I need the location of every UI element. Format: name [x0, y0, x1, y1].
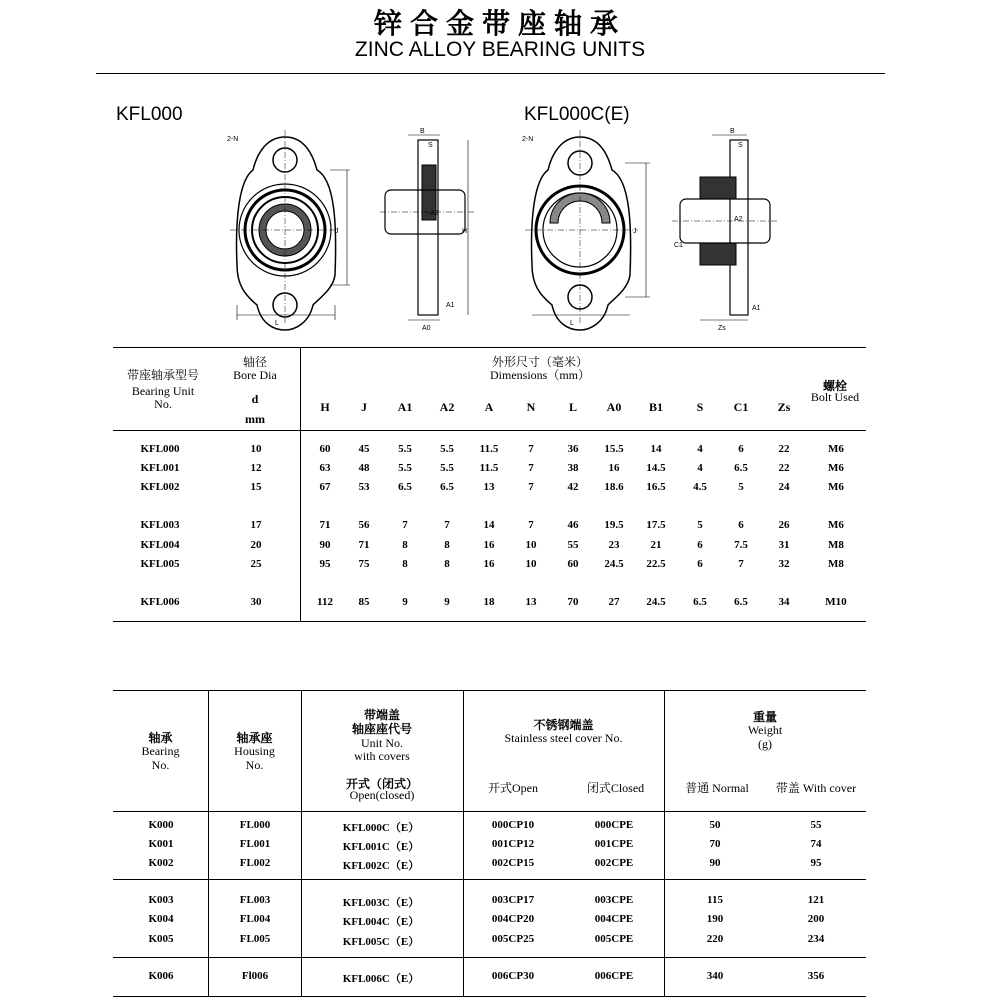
t1-value-cell: 53	[358, 481, 370, 493]
t2-value-cell: 006CPE	[594, 970, 634, 982]
t1-dim-header: A0	[606, 400, 622, 414]
t2-value-cell: 003CPE	[594, 894, 634, 906]
t1-value-cell: 34	[778, 596, 790, 608]
t1-value-cell: 48	[358, 462, 370, 474]
t1-value-cell: 14.5	[646, 462, 666, 474]
dimension-a1-label: A1	[446, 302, 455, 309]
t1-dim-header: A2	[439, 400, 455, 414]
t1-value-cell: M6	[828, 519, 844, 531]
table2-header-rule	[113, 811, 866, 812]
t1-unit-no-cell: KFL005	[140, 558, 180, 570]
t1-value-cell: 6	[738, 443, 744, 455]
table1-bottom-rule	[113, 621, 866, 622]
t1-value-cell: 30	[250, 596, 262, 608]
t1-dim-header: A	[484, 400, 494, 414]
t2-value-cell: 001CP12	[491, 838, 535, 850]
t1-value-cell: 24	[778, 481, 790, 493]
t2-value-cell: KFL005C（E）	[342, 936, 420, 948]
t1-value-cell: 55	[567, 539, 579, 551]
t1-bore-header-cn: 轴径	[242, 355, 267, 369]
t2-value-cell: 90	[709, 857, 721, 869]
t2-housing-header-en1: Housing	[234, 744, 275, 758]
t1-dim-header: L	[568, 400, 577, 414]
t1-value-cell: M10	[825, 596, 847, 608]
t1-dim-header: C1	[733, 400, 749, 414]
t2-weight-normal-header: 普通 Normal	[685, 781, 749, 795]
t1-value-cell: 15.5	[604, 443, 624, 455]
t1-value-cell: 24.5	[646, 596, 666, 608]
t2-weight-header-en: Weight	[747, 723, 783, 737]
dimension-l-label-right: L	[570, 320, 574, 327]
t2-value-cell: KFL003C（E）	[342, 897, 420, 909]
kfl000ce-side-view-drawing	[672, 125, 782, 340]
t1-value-cell: 95	[319, 558, 331, 570]
t1-value-cell: 27	[608, 596, 620, 608]
t2-bearing-header-en1: Bearing	[141, 744, 180, 758]
bolt-label: 2-N	[227, 136, 239, 143]
t2-value-cell: 340	[706, 970, 724, 982]
t1-value-cell: 20	[250, 539, 262, 551]
t1-value-cell: 15	[250, 481, 262, 493]
t2-value-cell: Fl006	[241, 970, 269, 982]
t1-unit-no-cell: KFL002	[140, 481, 180, 493]
table1-header-rule	[113, 430, 866, 431]
t1-unit-no-cell: KFL000	[140, 443, 180, 455]
t1-value-cell: 21	[650, 539, 662, 551]
t1-value-cell: 22	[778, 462, 790, 474]
t1-value-cell: 7.5	[734, 539, 748, 551]
dimension-zs-label: Zs	[718, 325, 726, 332]
table2-bottom-rule	[113, 996, 866, 997]
t2-value-cell: 004CPE	[594, 913, 634, 925]
t1-value-cell: 17.5	[646, 519, 666, 531]
t1-value-cell: 5	[738, 481, 744, 493]
t1-value-cell: 16	[608, 462, 620, 474]
page-title-english: ZINC ALLOY BEARING UNITS	[354, 38, 646, 61]
t2-value-cell: 000CP10	[491, 819, 535, 831]
t1-value-cell: 8	[402, 539, 408, 551]
t1-value-cell: 13	[483, 481, 495, 493]
t2-housing-header-cn: 轴承座	[236, 731, 273, 745]
t1-value-cell: 56	[358, 519, 370, 531]
dimension-a2-label: A2	[430, 210, 439, 217]
t1-bore-header-d: d	[251, 392, 259, 406]
t1-value-cell: 8	[444, 539, 450, 551]
t2-value-cell: KFL004C（E）	[342, 916, 420, 928]
t2-value-cell: 005CP25	[491, 933, 535, 945]
t2-bearing-cell: K002	[148, 857, 174, 869]
table2-group-rule-1	[113, 879, 866, 880]
dimension-s-label-right: S	[738, 142, 743, 149]
t1-value-cell: 22	[778, 443, 790, 455]
t1-value-cell: 112	[317, 596, 333, 608]
table2-group-rule-2	[113, 957, 866, 958]
t1-value-cell: 10	[525, 539, 537, 551]
t1-dim-header: A1	[397, 400, 413, 414]
t1-value-cell: 85	[358, 596, 370, 608]
t1-bolt-header-en: Bolt Used	[810, 390, 860, 404]
t1-value-cell: 8	[444, 558, 450, 570]
t1-value-cell: 90	[319, 539, 331, 551]
t1-bolt-header-cn: 螺栓	[822, 379, 847, 393]
t1-dim-header: H	[320, 400, 330, 414]
t1-value-cell: 63	[319, 462, 331, 474]
t2-value-cell: FL003	[239, 894, 271, 906]
t1-value-cell: 6.5	[693, 596, 707, 608]
t1-value-cell: 5.5	[440, 443, 454, 455]
t1-value-cell: 7	[528, 462, 534, 474]
t1-value-cell: 16	[483, 539, 495, 551]
t1-value-cell: 26	[778, 519, 790, 531]
t1-value-cell: 75	[358, 558, 370, 570]
t2-value-cell: 006CP30	[491, 970, 535, 982]
t1-value-cell: 13	[525, 596, 537, 608]
t2-cover-open-header: 开式Open	[488, 781, 538, 795]
t1-value-cell: M6	[828, 462, 844, 474]
t2-value-cell: 220	[706, 933, 724, 945]
t1-dim-header: J	[361, 400, 367, 414]
t1-value-cell: 10	[525, 558, 537, 570]
t1-value-cell: 23	[608, 539, 620, 551]
dimension-b-label-right: B	[730, 128, 735, 135]
left-model-label: KFL000	[116, 104, 183, 125]
dimension-h-label: H	[462, 228, 468, 235]
t2-unit-sub-header-cn: 开式（闭式）	[345, 777, 418, 791]
t1-value-cell: 18	[483, 596, 495, 608]
t1-value-cell: 10	[250, 443, 262, 455]
t1-value-cell: 7	[528, 519, 534, 531]
t1-value-cell: 9	[444, 596, 450, 608]
t2-value-cell: 70	[709, 838, 721, 850]
t1-value-cell: 6	[738, 519, 744, 531]
t2-value-cell: 003CP17	[491, 894, 535, 906]
t1-value-cell: 71	[319, 519, 331, 531]
t1-value-cell: M6	[828, 443, 844, 455]
t1-value-cell: 8	[402, 558, 408, 570]
dimension-b-label: B	[420, 128, 425, 135]
t2-value-cell: 356	[807, 970, 825, 982]
t2-value-cell: 002CPE	[594, 857, 634, 869]
t2-cover-header-en: Stainless steel cover No.	[504, 731, 623, 745]
t2-bearing-cell: K001	[148, 838, 174, 850]
bolt-label-right: 2-N	[522, 136, 534, 143]
dimension-c1-label: C1	[674, 242, 683, 249]
t1-value-cell: 6	[697, 539, 703, 551]
t1-bore-header-mm: mm	[245, 412, 265, 426]
t2-value-cell: FL000	[239, 819, 271, 831]
dimension-j-label: J	[335, 228, 339, 235]
t2-value-cell: 005CPE	[594, 933, 634, 945]
t1-value-cell: 5.5	[398, 443, 412, 455]
t2-value-cell: 002CP15	[491, 857, 535, 869]
t1-value-cell: 46	[567, 519, 579, 531]
t1-value-cell: 11.5	[479, 462, 499, 474]
t1-value-cell: M8	[828, 539, 844, 551]
t2-value-cell: 000CPE	[594, 819, 634, 831]
title-divider	[96, 73, 885, 74]
t2-housing-header-en2: No.	[245, 758, 264, 772]
t2-bearing-header-cn: 轴承	[148, 731, 173, 745]
t1-value-cell: 22.5	[646, 558, 666, 570]
t2-value-cell: 190	[706, 913, 724, 925]
t2-value-cell: 001CPE	[594, 838, 634, 850]
t1-value-cell: 5.5	[398, 462, 412, 474]
t2-value-cell: 200	[807, 913, 825, 925]
t1-value-cell: 7	[402, 519, 408, 531]
t2-bearing-cell: K005	[148, 933, 174, 945]
t1-value-cell: M8	[828, 558, 844, 570]
t2-weight-header-unit: (g)	[758, 737, 772, 751]
dimension-a2-label-right: A2	[734, 216, 743, 223]
t2-value-cell: FL001	[239, 838, 271, 850]
t2-unit-header-en1: Unit No.	[361, 736, 403, 750]
t2-value-cell: 95	[810, 857, 822, 869]
t2-bearing-cell: K003	[148, 894, 174, 906]
t1-dim-header: Zs	[777, 400, 791, 414]
t2-unit-header-en2: with covers	[354, 749, 410, 763]
t1-unit-header-en1: Bearing Unit	[131, 384, 195, 398]
t2-value-cell: FL004	[239, 913, 271, 925]
t2-value-cell: KFL002C（E）	[342, 860, 420, 872]
t1-value-cell: 4	[697, 462, 703, 474]
t1-dim-header: N	[526, 400, 536, 414]
table2-top-rule	[113, 690, 866, 691]
kfl000ce-front-view-drawing	[520, 125, 655, 335]
t1-value-cell: 6.5	[734, 462, 748, 474]
t2-value-cell: 115	[707, 894, 723, 906]
t1-value-cell: 71	[358, 539, 370, 551]
t2-weight-header-cn: 重量	[752, 710, 777, 724]
t1-value-cell: 6.5	[734, 596, 748, 608]
t1-dim-header: B1	[648, 400, 663, 414]
t2-bearing-header-en2: No.	[151, 758, 170, 772]
t2-value-cell: 234	[807, 933, 825, 945]
t1-value-cell: M6	[828, 481, 844, 493]
t1-value-cell: 18.6	[604, 481, 624, 493]
dimension-a1-label-right: A1	[752, 305, 761, 312]
t1-value-cell: 7	[528, 443, 534, 455]
t2-value-cell: 55	[810, 819, 822, 831]
t1-value-cell: 11.5	[479, 443, 499, 455]
t2-unit-header-cn2: 轴座座代号	[351, 722, 412, 736]
t2-unit-sub-header-en: Open(closed)	[349, 788, 415, 802]
t2-bearing-cell: K004	[148, 913, 174, 925]
t2-value-cell: FL002	[239, 857, 271, 869]
t2-value-cell: 121	[807, 894, 825, 906]
page-title-chinese: 锌合金带座轴承	[373, 7, 626, 40]
t1-dimensions-header-cn: 外形尺寸（毫米）	[491, 355, 588, 369]
t1-value-cell: 4	[697, 443, 703, 455]
t1-unit-header-en2: No.	[154, 397, 172, 411]
t1-value-cell: 16.5	[646, 481, 666, 493]
t1-unit-no-cell: KFL006	[140, 596, 180, 608]
t2-bearing-cell: K006	[148, 970, 174, 982]
dimension-j-label-right: J	[633, 228, 637, 235]
t2-cover-closed-header: 闭式Closed	[586, 781, 645, 795]
t1-value-cell: 6	[697, 558, 703, 570]
t1-value-cell: 9	[402, 596, 408, 608]
t1-value-cell: 6.5	[398, 481, 412, 493]
t1-value-cell: 45	[358, 443, 370, 455]
t2-cover-header-cn: 不锈钢端盖	[533, 718, 594, 732]
right-model-label: KFL000C(E)	[524, 104, 630, 125]
t2-value-cell: KFL000C（E）	[342, 822, 420, 834]
t2-value-cell: 004CP20	[491, 913, 535, 925]
t1-value-cell: 60	[319, 443, 331, 455]
t2-value-cell: KFL001C（E）	[342, 841, 420, 853]
t2-value-cell: 50	[709, 819, 721, 831]
t2-bearing-cell: K000	[148, 819, 174, 831]
t2-value-cell: FL005	[239, 933, 271, 945]
table1-top-rule	[113, 347, 866, 348]
t1-value-cell: 16	[483, 558, 495, 570]
t1-value-cell: 7	[444, 519, 450, 531]
t1-value-cell: 14	[650, 443, 662, 455]
dimension-a0-label: A0	[422, 325, 431, 332]
t1-value-cell: 32	[778, 558, 790, 570]
t1-value-cell: 25	[250, 558, 262, 570]
t1-value-cell: 38	[567, 462, 579, 474]
t1-value-cell: 7	[528, 481, 534, 493]
t1-value-cell: 5.5	[440, 462, 454, 474]
t1-unit-no-cell: KFL003	[140, 519, 180, 531]
t1-unit-no-cell: KFL001	[140, 462, 180, 474]
t1-bore-header-en: Bore Dia	[233, 368, 277, 382]
t1-value-cell: 17	[250, 519, 262, 531]
t1-value-cell: 7	[738, 558, 744, 570]
t1-value-cell: 14	[483, 519, 495, 531]
t2-unit-header-cn1: 带端盖	[363, 708, 400, 722]
t1-value-cell: 70	[567, 596, 579, 608]
t2-weight-cover-header: 带盖 With cover	[775, 781, 857, 795]
t1-value-cell: 31	[778, 539, 790, 551]
t1-value-cell: 36	[567, 443, 579, 455]
t1-unit-header-cn: 带座轴承型号	[126, 368, 199, 382]
t1-value-cell: 5	[697, 519, 703, 531]
t1-value-cell: 42	[567, 481, 579, 493]
t1-value-cell: 4.5	[693, 481, 707, 493]
t2-value-cell: KFL006C（E）	[342, 973, 420, 985]
t1-value-cell: 12	[250, 462, 262, 474]
t1-value-cell: 60	[567, 558, 579, 570]
t1-dimensions-header-en: Dimensions（mm）	[489, 368, 590, 382]
t1-value-cell: 6.5	[440, 481, 454, 493]
t1-dim-header: S	[696, 400, 704, 414]
t1-unit-no-cell: KFL004	[140, 539, 180, 551]
t1-value-cell: 24.5	[604, 558, 624, 570]
t1-value-cell: 19.5	[604, 519, 624, 531]
t1-value-cell: 67	[319, 481, 331, 493]
dimension-l-label: L	[275, 320, 279, 327]
dimension-s-label: S	[428, 142, 433, 149]
t2-value-cell: 74	[810, 838, 822, 850]
kfl000-side-view-drawing	[380, 125, 480, 335]
kfl000-front-view-drawing	[225, 125, 355, 335]
